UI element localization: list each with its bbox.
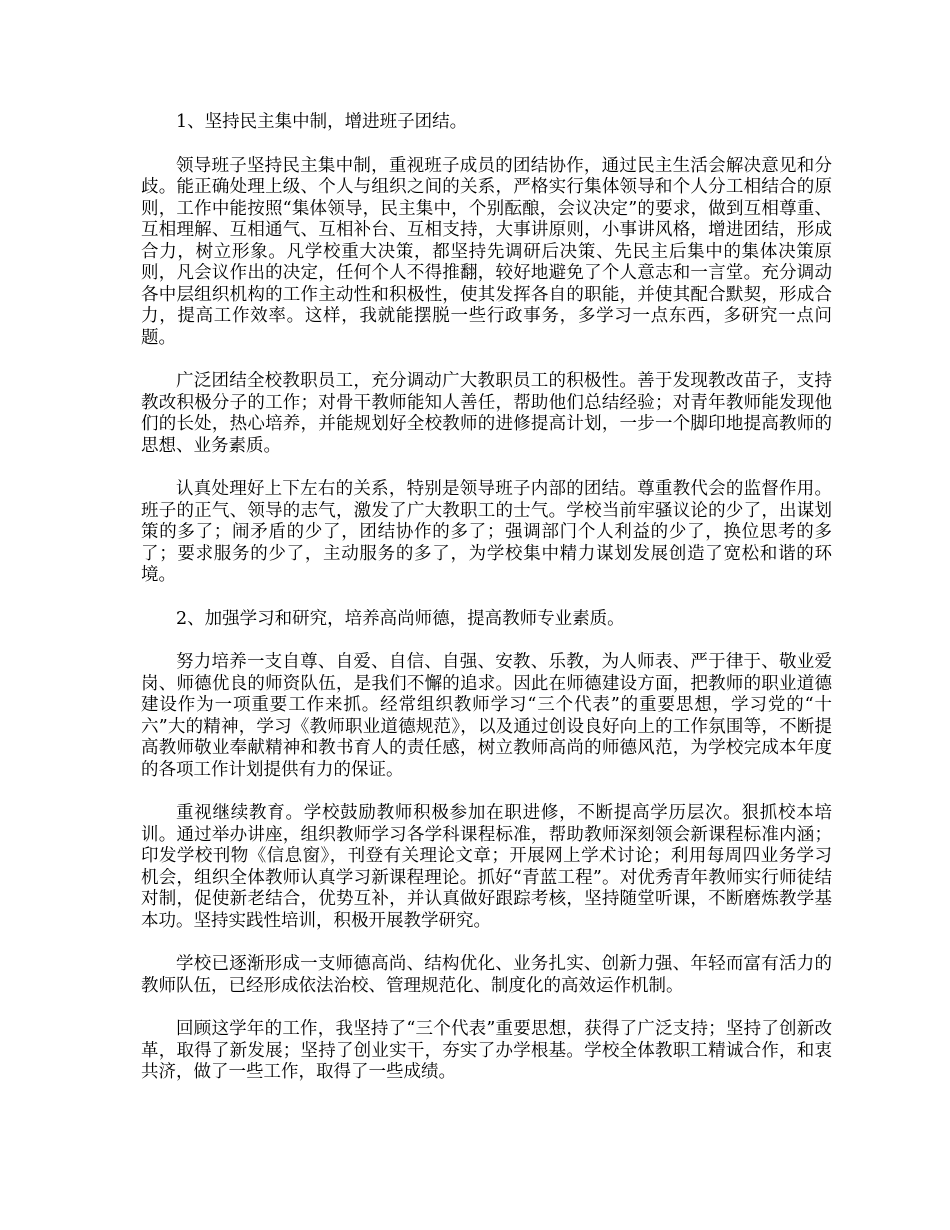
body-paragraph: 回顾这学年的工作，我坚持了“三个代表”重要思想，获得了广泛支持；坚持了创新改革，取得了新发展；坚持了创业实干，夯实了办学根基。学校全体教职工精诚合作，和衷共济，做了一些工作，取得了一些成绩。 [141, 1019, 832, 1082]
body-paragraph: 领导班子坚持民主集中制，重视班子成员的团结协作，通过民主生活会解决意见和分歧。能正确处理上级、个人与组织之间的关系，严格实行集体领导和个人分工相结合的原则，工作中能按照“集体领导，民主集中，个别酝酿，会议决定”的要求，做到互相尊重、互相理解、互相通气、互相补台、互相支持，大事讲原则，小事讲风格，增进团结，形成合力，树立形象。凡学校重大决策，都坚持先调研后决策、先民主后集中的集体决策原则，凡会议作出的决定，任何个人不得推翻，较好地避免了个人意志和一言堂。充分调动各中层组织机构的工作主动性和积极性，使其发挥各自的职能，并使其配合默契，形成合力，提高工作效率。这样，我就能摆脱一些行政事务，多学习一点东西，多研究一点问题。 [141, 155, 832, 348]
body-paragraph: 重视继续教育。学校鼓励教师积极参加在职进修，不断提高学历层次。狠抓校本培训。通过举办讲座，组织教师学习各学科课程标准，帮助教师深刻领会新课程标准内涵；印发学校刊物《信息窗》，刊登有关理论文章；开展网上学术讨论；利用每周四业务学习机会，组织全体教师认真学习新课程理论。抓好“青蓝工程”。对优秀青年教师实行师徒结对制，促使新老结合，优势互补，并认真做好跟踪考核，坚持随堂听课，不断磨炼教学基本功。坚持实践性培训，积极开展教学研究。 [141, 803, 832, 931]
body-paragraph: 广泛团结全校教职员工，充分调动广大教职员工的积极性。善于发现教改苗子，支持教改积极分子的工作；对骨干教师能知人善任，帮助他们总结经验；对青年教师能发现他们的长处，热心培养，并能规划好全校教师的进修提高计划，一步一个脚印地提高教师的思想、业务素质。 [141, 371, 832, 456]
body-paragraph: 学校已逐渐形成一支师德高尚、结构优化、业务扎实、创新力强、年轻而富有活力的教师队伍，已经形成依法治校、管理规范化、制度化的高效运作机制。 [141, 954, 832, 996]
section-heading-1: 1、坚持民主集中制，增进班子团结。 [176, 112, 468, 132]
section-heading-2: 2、加强学习和研究，培养高尚师德，提高教师专业素质。 [176, 608, 625, 629]
body-paragraph: 认真处理好上下左右的关系，特别是领导班子内部的团结。尊重教代会的监督作用。班子的正气、领导的志气，激发了广大教职工的士气。学校当前牢骚议论的少了，出谋划策的多了；闹矛盾的少了，团结协作的多了；强调部门个人利益的少了，换位思考的多了；要求服务的少了，主动服务的多了，为学校集中精力谋划发展创造了宽松和谐的环境。 [141, 479, 832, 585]
body-paragraph: 努力培养一支自尊、自爱、自信、自强、安教、乐教，为人师表、严于律于、敬业爱岗、师德优良的师资队伍，是我们不懈的追求。因此在师德建设方面，把教师的职业道德建设作为一项重要工作来抓。经常组织教师学习“三个代表”的重要思想，学习党的“十六”大的精神，学习《教师职业道德规范》，以及通过创设良好向上的工作氛围等，不断提高教师敬业奉献精神和教书育人的责任感，树立教师高尚的师德风范，为学校完成本年度的各项工作计划提供有力的保证。 [141, 652, 832, 780]
